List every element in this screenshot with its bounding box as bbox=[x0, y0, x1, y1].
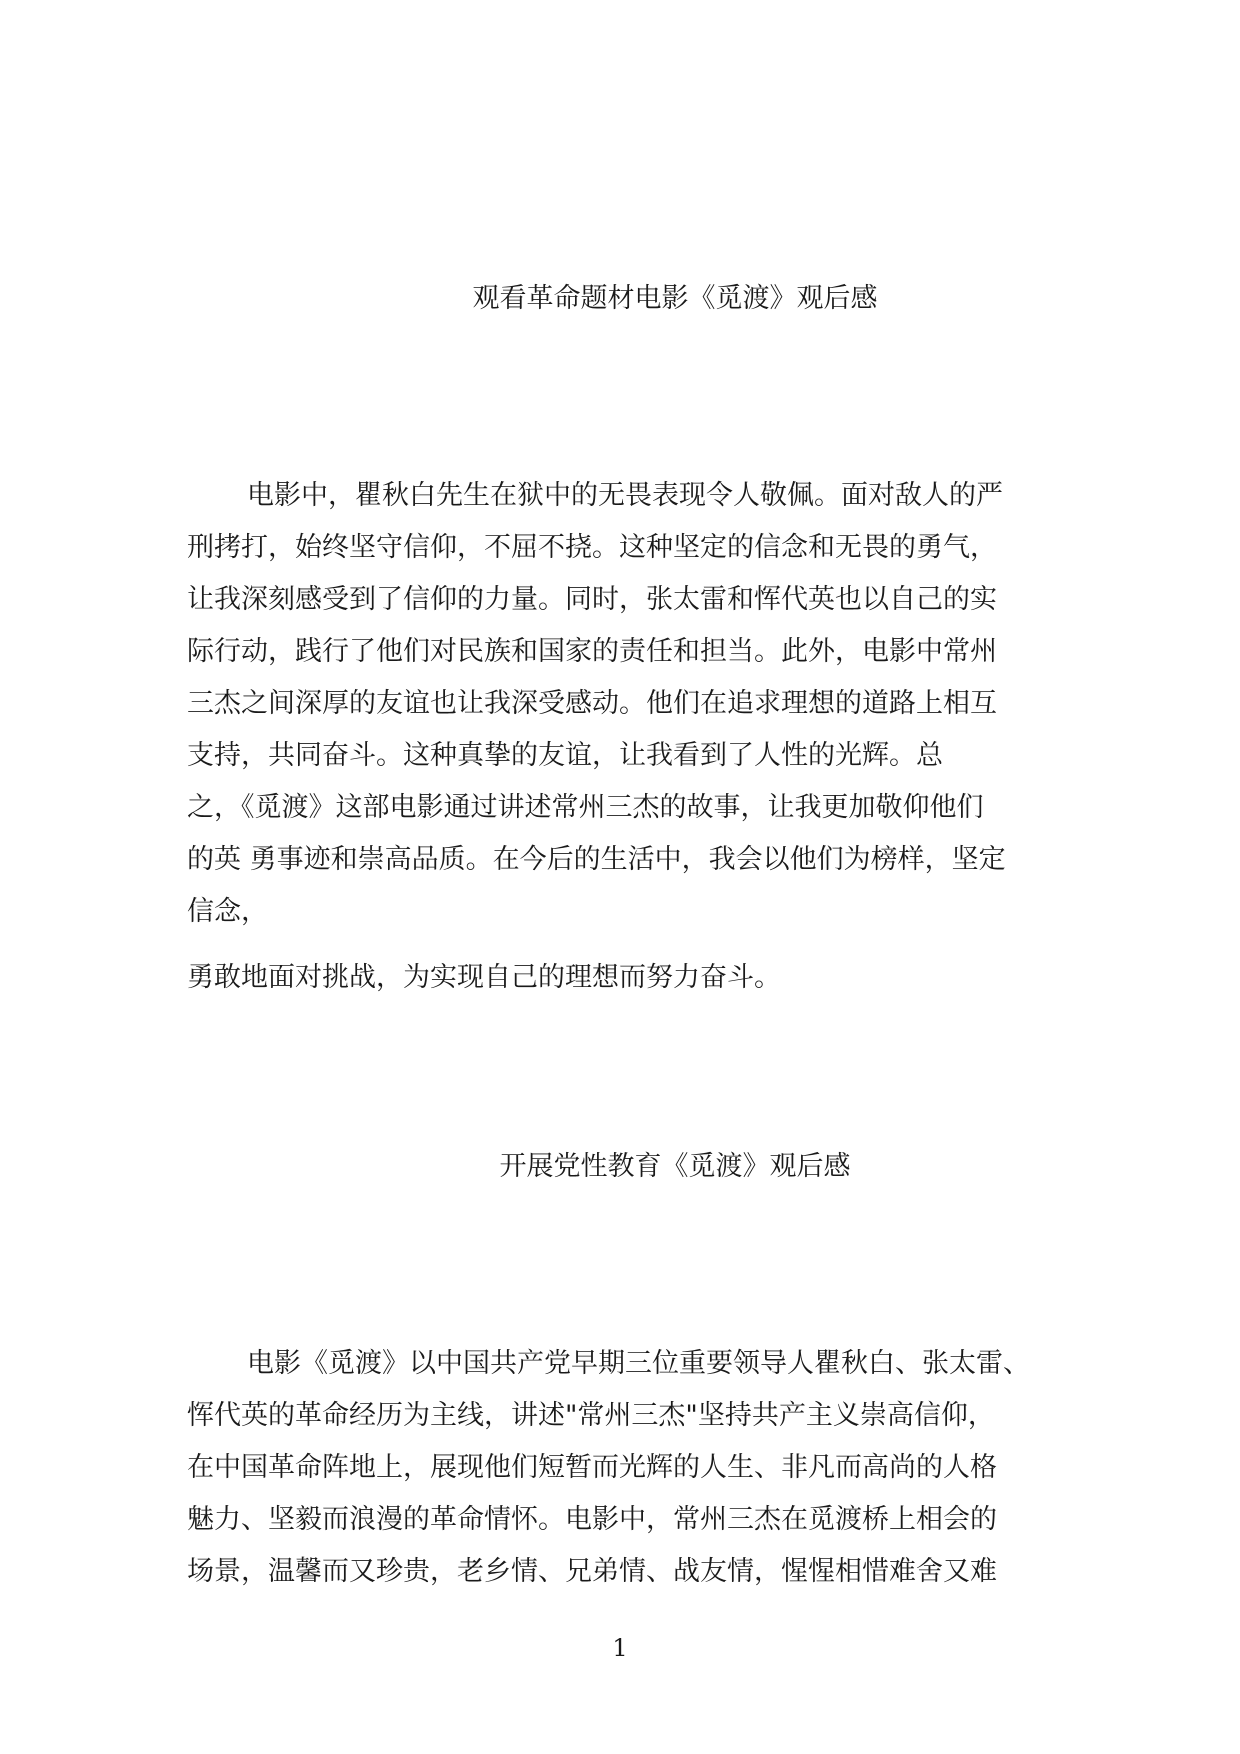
paragraph-line: 电影中，瞿秋白先生在狱中的无畏表现令人敬佩。面对敌人的严 bbox=[247, 480, 1003, 511]
paragraph-line: 电影《觅渡》以中国共产党早期三位重要领导人瞿秋白、张太雷、 bbox=[247, 1348, 1030, 1379]
paragraph-line: 之，《觅渡》这部电影通过讲述常州三杰的故事，让我更加敬仰他们 bbox=[187, 792, 984, 823]
paragraph-line: 恽代英的革命经历为主线，讲述"常州三杰"坚持共产主义崇高信仰， bbox=[187, 1400, 995, 1431]
paragraph-line: 场景，温馨而又珍贵，老乡情、兄弟情、战友情，惺惺相惜难舍又难 bbox=[187, 1556, 997, 1587]
paragraph-line: 刑拷打，始终坚守信仰，不屈不挠。这种坚定的信念和无畏的勇气， bbox=[187, 532, 997, 563]
page-number: 1 bbox=[612, 1634, 628, 1662]
paragraph-line: 的英 勇事迹和崇高品质。在今后的生活中，我会以他们为榜样，坚定 bbox=[187, 844, 1006, 875]
paragraph-line: 支持，共同奋斗。这种真挚的友谊，让我看到了人性的光辉。总 bbox=[187, 740, 943, 771]
section-2-title: 开展党性教育《觅渡》观后感 bbox=[499, 1151, 851, 1182]
section-2-body bbox=[187, 1338, 1067, 1598]
paragraph-line: 信念， bbox=[187, 896, 268, 927]
paragraph-line: 际行动，践行了他们对民族和国家的责任和担当。此外，电影中常州 bbox=[187, 636, 997, 667]
paragraph-line: 三杰之间深厚的友谊也让我深受感动。他们在追求理想的道路上相互 bbox=[187, 688, 997, 719]
paragraph-line: 在中国革命阵地上，展现他们短暂而光辉的人生、非凡而高尚的人格 bbox=[187, 1452, 997, 1483]
paragraph-line: 魅力、坚毅而浪漫的革命情怀。电影中，常州三杰在觅渡桥上相会的 bbox=[187, 1504, 997, 1535]
section-1-title: 观看革命题材电影《觅渡》观后感 bbox=[472, 283, 878, 314]
paragraph-line: 让我深刻感受到了信仰的力量。同时，张太雷和恽代英也以自己的实 bbox=[187, 584, 997, 615]
paragraph-line: 勇敢地面对挑战，为实现自己的理想而努力奋斗。 bbox=[187, 962, 781, 993]
section-1-body bbox=[187, 470, 1067, 1004]
